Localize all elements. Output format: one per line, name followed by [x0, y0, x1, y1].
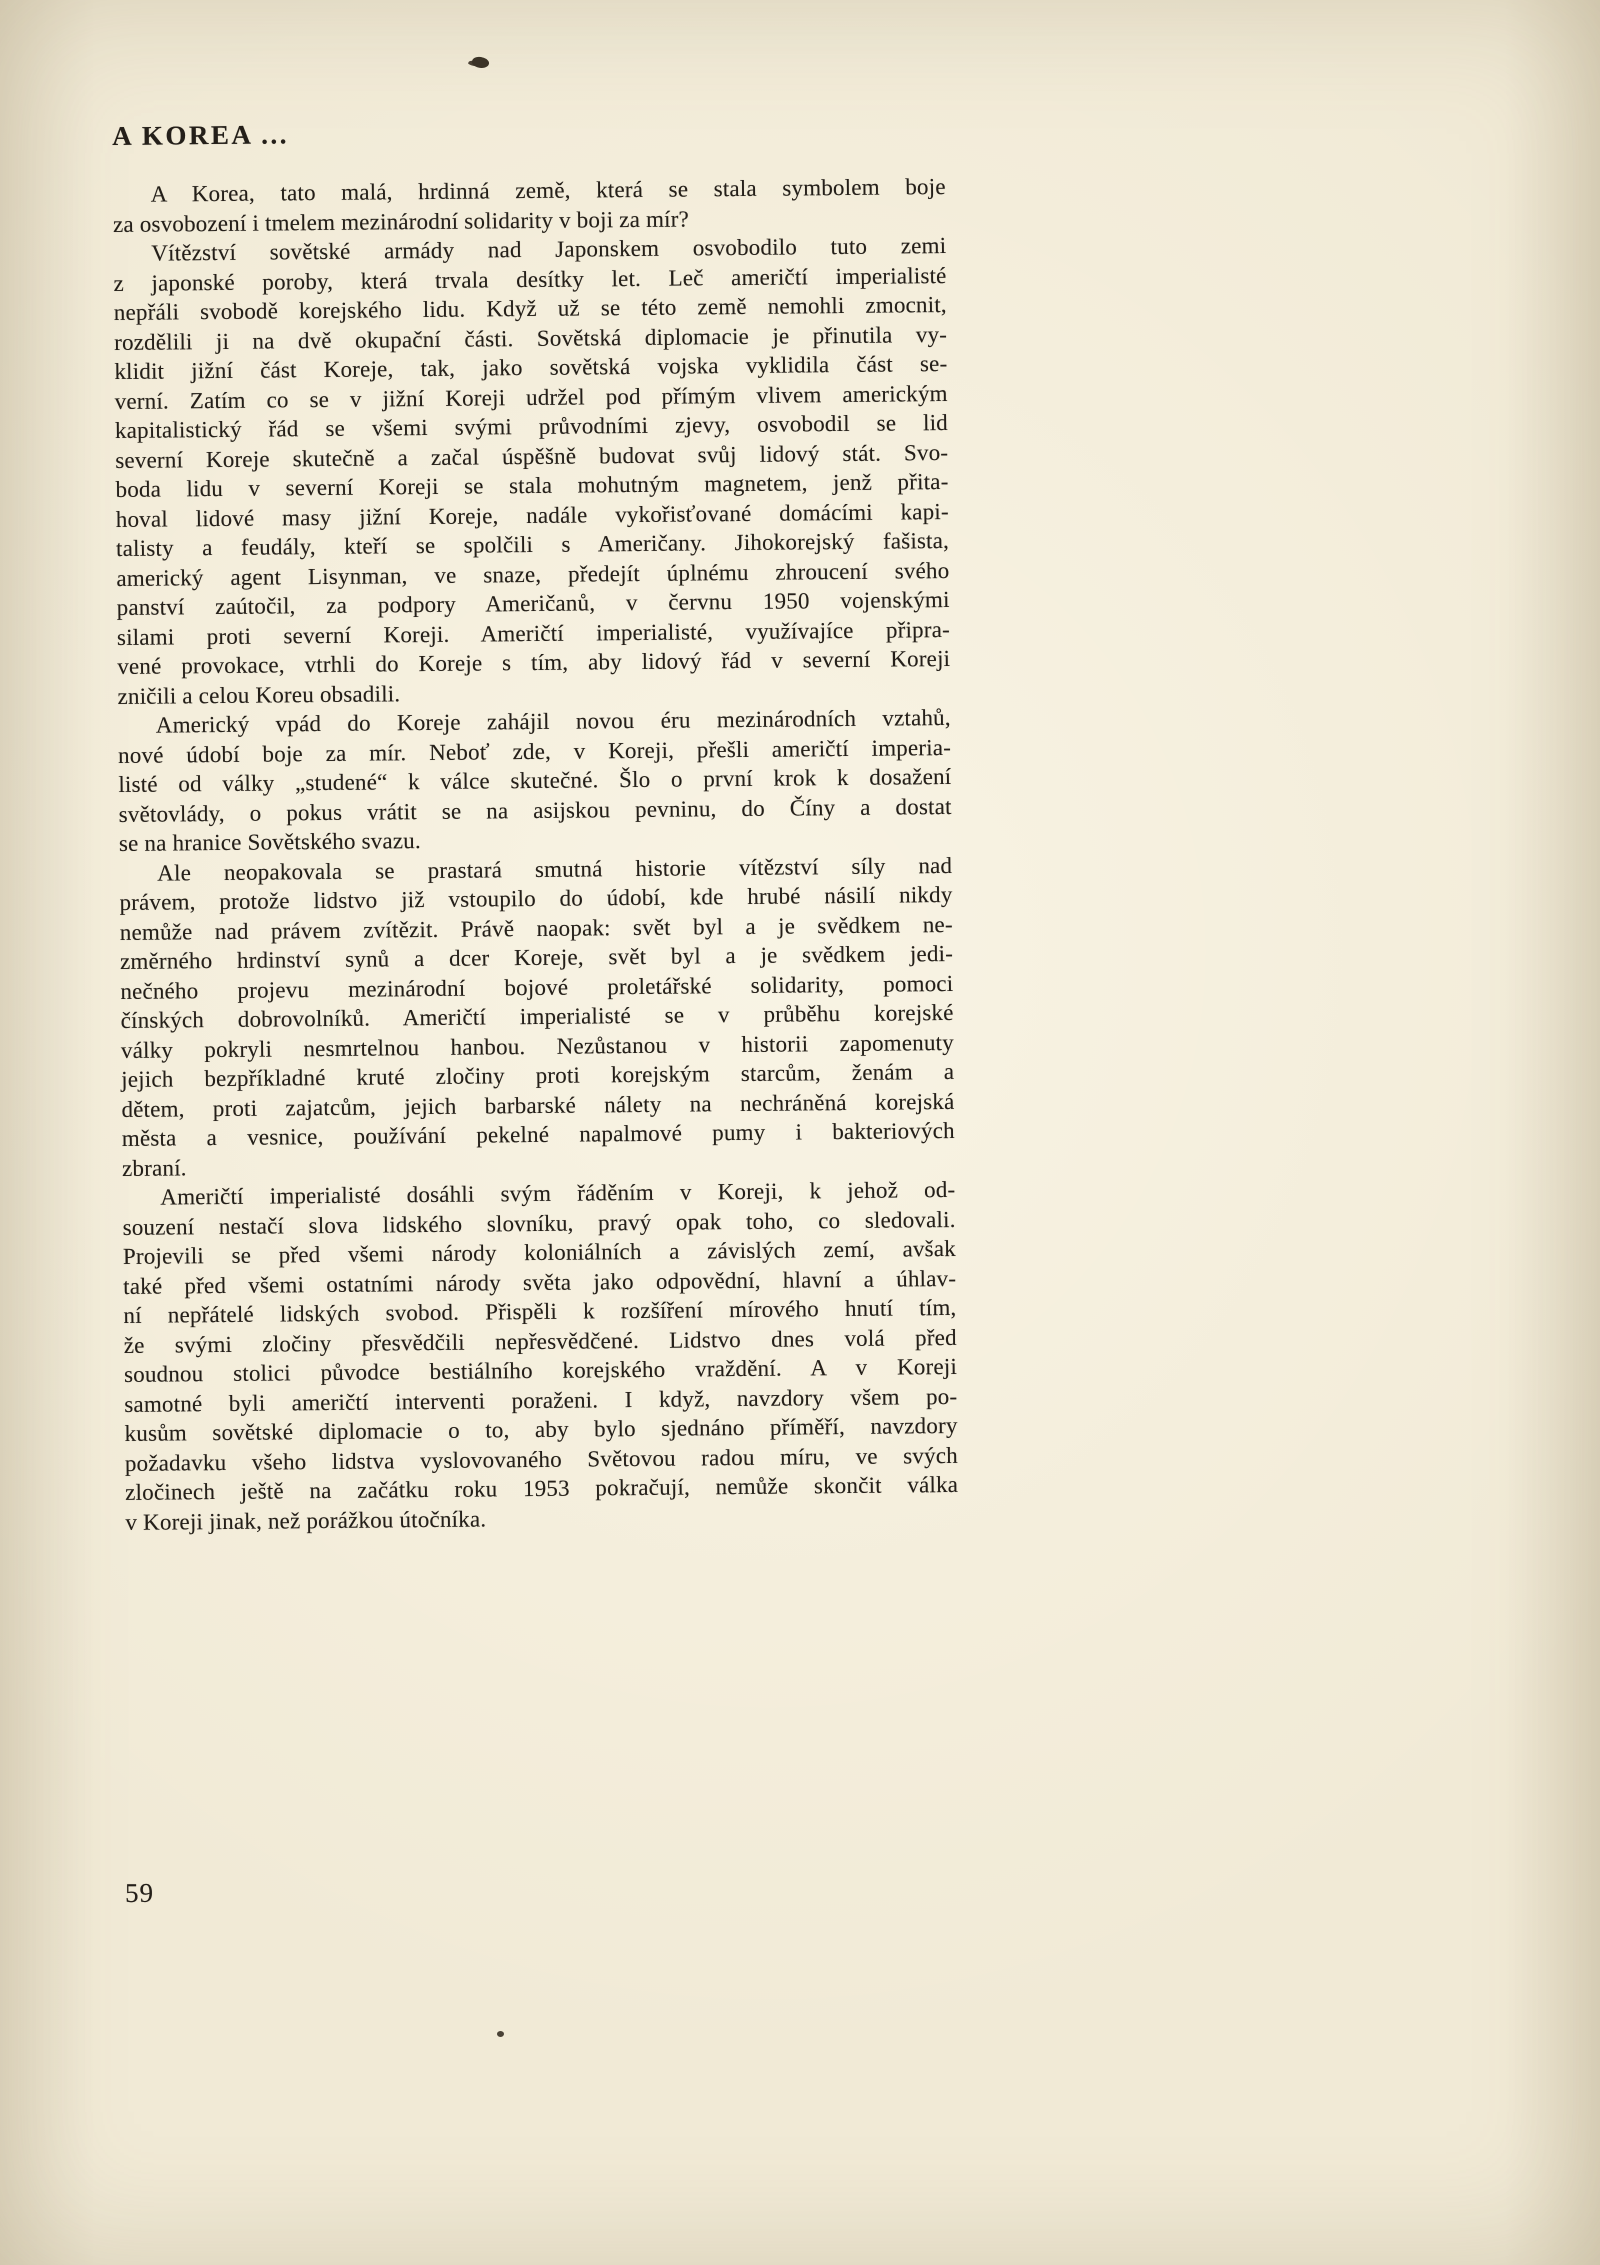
ink-dot-mark	[497, 2031, 504, 2037]
text-line: Americký vpád do Koreje zahájil novou éru mezinárodních vztahů,	[155, 704, 951, 738]
text-line: Projevili se před všemi národy koloniálních a závislých zemí, avšak	[122, 1235, 956, 1269]
text-line: vené provokace, vtrhli do Koreje s tím, aby lidový řád v severní Koreji	[117, 645, 951, 679]
paragraph	[118, 703, 952, 858]
text-line: právem, protože lidstvo již vstoupilo do údobí, kde hrubé násilí nikdy	[119, 881, 953, 915]
text-line: nemůže nad právem zvítězit. Právě naopak: svět byl a je svědkem ne-	[119, 911, 953, 945]
text-line: za osvobození i tmelem mezinárodní solidarity v boji za mír?	[112, 205, 690, 237]
text-line: zločinech ještě na začátku roku 1953 pokračují, nemůže skončit válka	[125, 1471, 959, 1505]
text-line: americký agent Lisynman, ve snaze, předejít úplnému zhroucení svého	[116, 557, 950, 591]
text-line: požadavku všeho lidstva vyslovovaného Světovou radou míru, ve svých	[124, 1442, 958, 1476]
text-line: A Korea, tato malá, hrdinná země, která se stala symbolem boje	[150, 174, 946, 207]
section-heading: A KOREA ...	[112, 119, 290, 151]
text-line: změrného hrdinství synů a dcer Koreje, svět byl a je svědkem jedi-	[119, 940, 954, 974]
text-line: listé od války „studené“ k válce skutečné. Šlo o první krok k dosažení	[118, 763, 952, 797]
text-line: talisty a feudály, kteří se spolčili s Američany. Jihokorejský fašista,	[115, 527, 950, 561]
text-line: nové údobí boje za mír. Neboť zde, v Koreji, přešli američtí imperia-	[117, 734, 952, 768]
text-line: soudnou stolici původce bestiálního korejského vraždění. A v Koreji	[123, 1353, 958, 1387]
paragraph	[122, 1175, 958, 1537]
text-line: v Koreji jinak, než porážkou útočníka.	[125, 1505, 487, 1535]
text-line: nečného projevu mezinárodní bojové proletářské solidarity, pomoci	[120, 970, 954, 1004]
text-line: zbraní.	[121, 1154, 187, 1181]
text-line: silami proti severní Koreji. Američtí imperialisté, využívajíce připra-	[116, 616, 951, 650]
body-text	[113, 172, 959, 1537]
paragraph	[113, 172, 947, 239]
paragraph	[119, 850, 955, 1182]
ink-speck-mark	[471, 55, 491, 71]
text-line: města a vesnice, používání pekelné napalmové pumy i bakteriových	[121, 1117, 955, 1151]
paragraph	[113, 231, 950, 711]
text-line: zničili a celou Koreu obsadili.	[117, 680, 401, 709]
text-line: severní Koreje skutečně a začal úspěšně budovat svůj lidový stát. Svo-	[115, 439, 949, 473]
text-line: hoval lidové masy jižní Koreje, nadále vykořisťované domácími kapi-	[115, 498, 949, 532]
text-line: Vítězství sovětské armády nad Japonskem osvobodilo tuto zemi	[151, 232, 947, 266]
text-line: samotné byli američtí interventi poraženi. I když, navzdory všem po-	[124, 1383, 958, 1417]
text-line: souzení nestačí slova lidského slovníku, pravý opak toho, co sledovali.	[122, 1206, 956, 1240]
text-line: ní nepřátelé lidských svobod. Přispěli k rozšíření mírového hnutí tím,	[123, 1294, 957, 1328]
text-line: se na hranice Sovětského svazu.	[118, 828, 421, 856]
text-line: že svými zločiny přesvědčili nepřesvědčené. Lidstvo dnes volá před	[123, 1324, 957, 1358]
text-line: války pokryli nesmrtelnou hanbou. Nezůstanou v historii zapomenuty	[120, 1029, 955, 1063]
text-line: rozdělili ji na dvě okupační části. Sovětská diplomacie je přinutila vy-	[114, 321, 948, 355]
text-line: čínských dobrovolníků. Američtí imperialisté se v průběhu korejské	[120, 999, 954, 1033]
text-line: verní. Zatím co se v jižní Koreji udržel pod přímým vlivem americkým	[114, 380, 948, 414]
text-block	[112, 112, 963, 2020]
text-line: kusům sovětské diplomacie o to, aby bylo sjednáno příměří, navzdory	[124, 1412, 958, 1446]
page-number: 59	[124, 1877, 155, 1908]
text-line: klidit jižní část Koreje, tak, jako sovětská vojska vyklidila část se-	[114, 350, 948, 384]
text-line: z japonské poroby, která trvala desítky let. Leč američtí imperialisté	[113, 262, 947, 296]
text-line: boda lidu v severní Koreji se stala mohutným magnetem, jenž přita-	[115, 468, 949, 502]
text-line: světovlády, o pokus vrátit se na asijskou pevninu, do Číny a dostat	[118, 793, 952, 827]
text-line: panství zaútočil, za podpory Američanů, v červnu 1950 vojenskými	[116, 586, 950, 620]
text-line: jejich bezpříkladné kruté zločiny proti korejským starcům, ženám a	[121, 1058, 955, 1092]
text-line: nepřáli svobodě korejského lidu. Když už se této země nemohli zmocnit,	[113, 291, 947, 325]
text-line: také před všemi ostatními národy světa jako odpovědní, hlavní a úhlav-	[123, 1265, 957, 1299]
text-line: kapitalistický řád se všemi svými průvodními zjevy, osvobodil se lid	[114, 409, 949, 443]
text-line: Ale neopakovala se prastará smutná historie vítězství síly nad	[157, 852, 953, 886]
text-line: dětem, proti zajatcům, jejich barbarské nálety na nechráněná korejská	[121, 1088, 955, 1122]
text-line: Američtí imperialisté dosáhli svým řáděním v Koreji, k jehož od-	[160, 1176, 956, 1210]
